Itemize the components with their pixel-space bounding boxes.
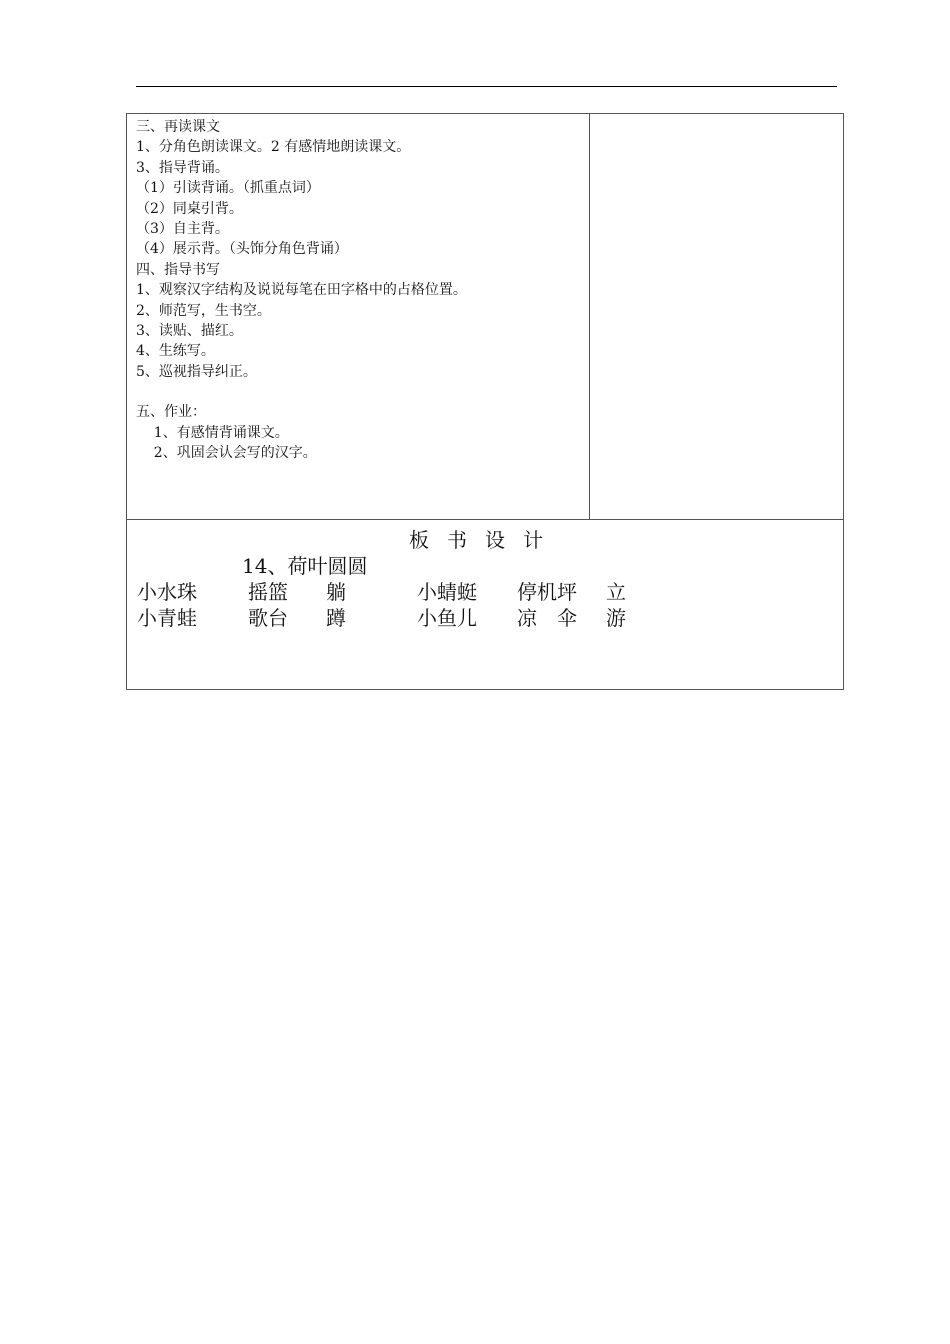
teaching-steps-cell <box>127 114 590 520</box>
board-word: 立 <box>606 580 626 604</box>
header-rule <box>136 86 837 87</box>
step-line: 1、有感情背诵课文。 <box>136 424 289 441</box>
step-line: 三、再读课文 <box>136 119 220 135</box>
teaching-steps-text <box>136 117 467 464</box>
board-word: 蹲 <box>326 606 346 630</box>
board-word: 躺 <box>326 580 346 604</box>
board-row-1 <box>137 576 737 602</box>
step-line: 3、指导背诵。 <box>136 159 229 176</box>
board-word: 游 <box>606 606 626 630</box>
step-line: 5、巡视指导纠正。 <box>136 363 257 380</box>
step-line <box>136 382 467 402</box>
step-line: 1、观察汉字结构及说说每笔在田字格中的占格位置。 <box>136 282 467 299</box>
lesson-table <box>126 113 844 690</box>
board-word: 小蜻蜓 <box>417 580 477 604</box>
board-word: 停机坪 <box>517 580 577 604</box>
step-line: 五、作业： <box>136 404 206 421</box>
step-line: 4、生练写。 <box>136 343 215 360</box>
board-design-cell <box>127 520 843 689</box>
step-line: 2、巩固会认会写的汉字。 <box>136 445 317 462</box>
board-word: 凉 伞 <box>517 606 577 630</box>
board-word: 歌台 <box>248 606 288 630</box>
step-line: （4）展示背。（头饰分角色背诵） <box>136 241 348 258</box>
step-line: （1）引读背诵。（抓重点词） <box>136 180 320 197</box>
board-word: 小青蛙 <box>137 606 197 630</box>
notes-cell <box>590 114 843 520</box>
board-row-2 <box>137 602 737 628</box>
step-line: （2）同桌引背。 <box>136 200 243 217</box>
step-line: 3、读贴、描红。 <box>136 322 243 339</box>
step-line: 四、指导书写 <box>136 261 220 278</box>
step-line: 1、分角色朗读课文。2 有感情地朗读课文。 <box>136 139 411 156</box>
step-line: 2、师范写，生书空。 <box>136 302 271 319</box>
board-word: 摇篮 <box>248 580 288 604</box>
board-word: 小鱼儿 <box>417 606 477 630</box>
lesson-title: 14、荷叶圆圆 <box>242 554 368 578</box>
board-design-title: 板书设计 <box>409 528 561 552</box>
board-word: 小水珠 <box>137 580 197 604</box>
step-line: （3）自主背。 <box>136 220 229 237</box>
